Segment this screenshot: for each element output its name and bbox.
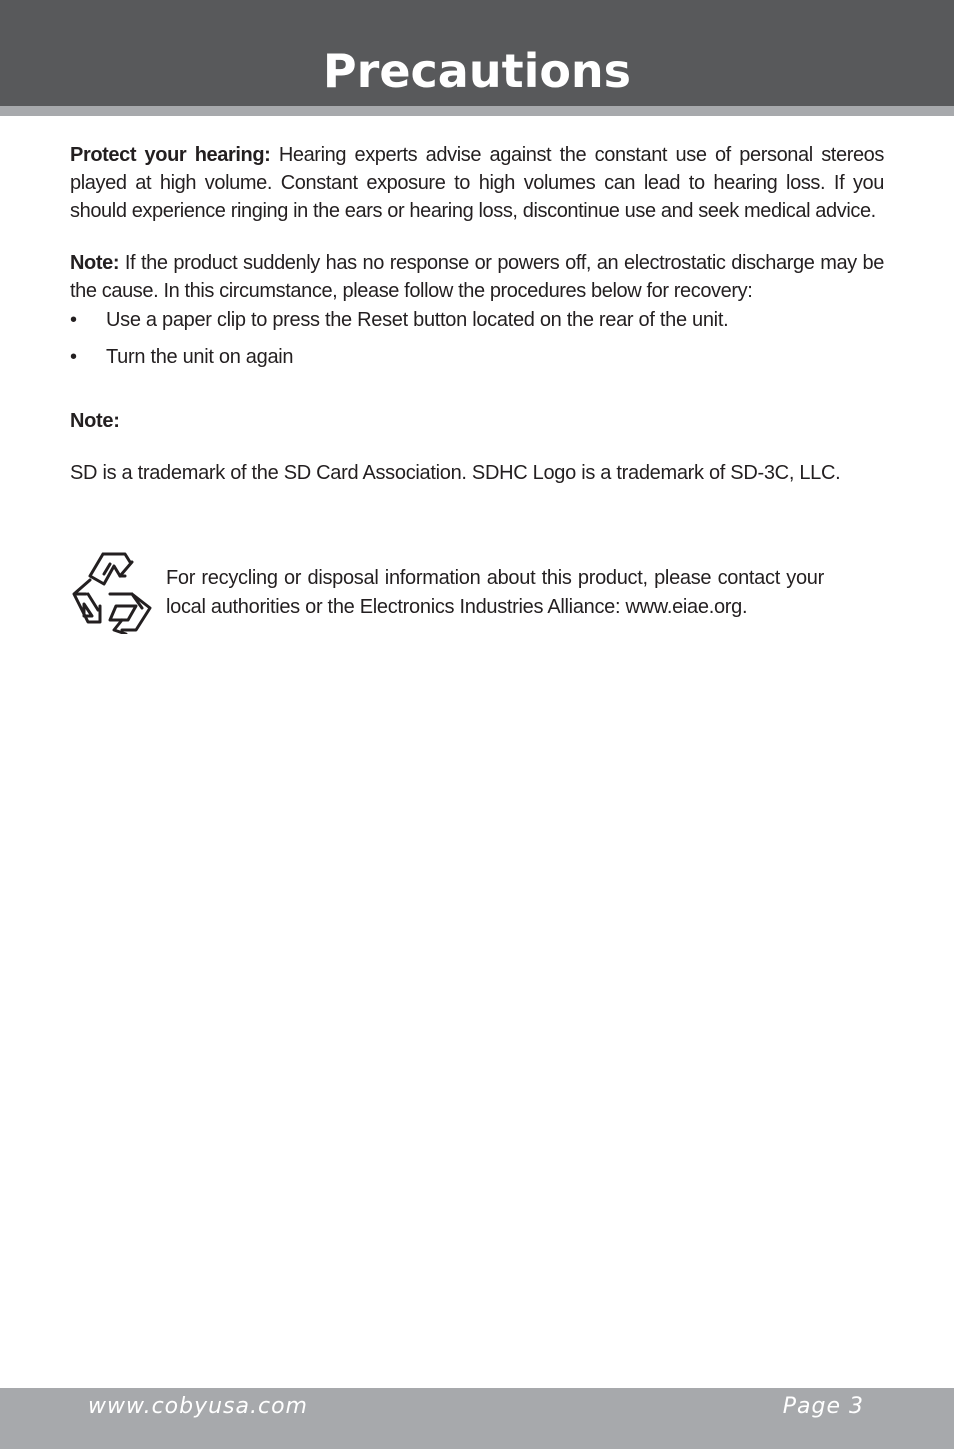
recovery-steps-list bbox=[70, 306, 884, 371]
step-text: Use a paper clip to press the Reset button located on the rear of the unit. bbox=[106, 309, 729, 331]
footer-website-link[interactable]: www.cobyusa.com bbox=[88, 1394, 308, 1419]
note-heading: Note: bbox=[70, 410, 120, 432]
recycling-text: For recycling or disposal information about this product, please contact your local authorities or the Electronics Industries Alliance: www.eiae.org. bbox=[166, 567, 824, 618]
page-title: Precautions bbox=[322, 44, 632, 98]
hearing-text: Hearing experts advise against the constant use of personal stereos played at high volume. Constant exposure to high volumes can lead to hearing loss. If you should experience ringing in the ears or hearing loss, discontinue use and seek medical advice. bbox=[70, 144, 884, 222]
bullet-icon: • bbox=[70, 346, 77, 368]
hearing-lead: Protect your hearing: bbox=[70, 144, 271, 166]
step-text: Turn the unit on again bbox=[106, 346, 294, 368]
trademark-notice: SD is a trademark of the SD Card Association. SDHC Logo is a trademark of SD-3C, LLC. bbox=[70, 462, 841, 484]
recycle-icon bbox=[70, 550, 152, 634]
hearing-paragraph bbox=[70, 141, 884, 225]
recycling-section bbox=[70, 548, 884, 638]
bullet-icon: • bbox=[70, 309, 77, 331]
list-item bbox=[70, 343, 884, 371]
footer-bar bbox=[0, 1388, 954, 1449]
page-number: Page 3 bbox=[782, 1394, 864, 1419]
header-divider bbox=[0, 106, 954, 116]
main-content bbox=[70, 141, 884, 487]
esd-note-text: If the product suddenly has no response or powers off, an electrostatic discharge may be the cause. In this circumstance, please follow the procedures below for recovery: bbox=[70, 252, 884, 302]
list-item bbox=[70, 306, 884, 334]
esd-note-lead: Note: bbox=[70, 252, 120, 274]
esd-note-paragraph bbox=[70, 249, 884, 305]
